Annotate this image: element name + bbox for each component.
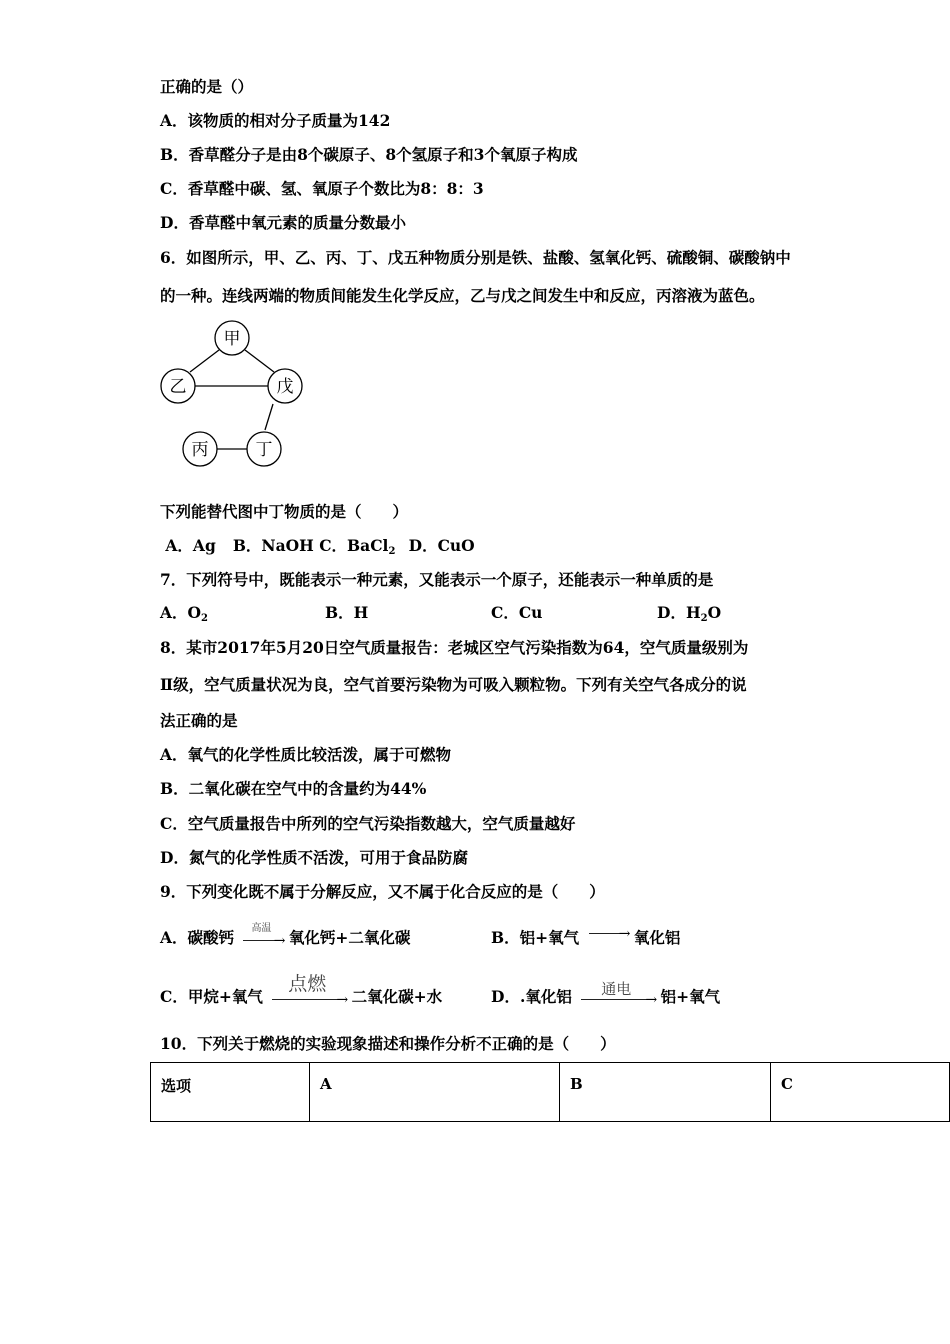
q9-c-arrow: 点燃 → — [268, 988, 346, 1008]
node-ding-label: 丁 — [255, 440, 273, 460]
q9-option-a: A．碳酸钙 高温 → 氧化钙+二氧化碳 — [160, 923, 411, 949]
node-bing-label: 丙 — [191, 440, 209, 460]
q6-option-d: D．CuO — [408, 536, 475, 555]
node-jia-label: 甲 — [223, 329, 241, 349]
q6-reaction-diagram — [155, 312, 305, 472]
q5-option-d: D．香草醛中氧元素的质量分数最小 — [160, 213, 406, 232]
edge-jia-wu — [245, 350, 274, 372]
q7-stem: 7．下列符号中，既能表示一种元素，又能表示一个原子，还能表示一种单质的是 — [160, 570, 714, 589]
q8-option-d: D．氮气的化学性质不活泼，可用于食品防腐 — [160, 848, 468, 867]
table-header-cell: A — [310, 1063, 560, 1122]
q6-stem-line1: 6．如图所示，甲、乙、丙、丁、戊五种物质分别是铁、盐酸、氢氧化钙、硫酸铜、碳酸钠中 — [160, 248, 791, 267]
q9-stem: 9．下列变化既不属于分解反应，又不属于化合反应的是（ ） — [160, 882, 605, 901]
q9-option-d: D．.氧化铝 通电 → 铝+氧气 — [491, 980, 721, 1008]
q6-option-c: C．BaCl2 — [319, 536, 396, 557]
q6-option-a: A．Ag — [165, 536, 216, 555]
q6-options — [160, 536, 475, 562]
q6-option-b: B．NaOH — [232, 536, 314, 555]
q7-option-b: B．H — [325, 603, 369, 622]
q9-d-arrow: 通电 → — [577, 988, 655, 1008]
node-wu-label: 戊 — [276, 377, 294, 397]
q10-stem: 10．下列关于燃烧的实验现象描述和操作分析不正确的是（ ） — [160, 1034, 616, 1053]
q9-option-c: C．甲烷+氧气 点燃 → 二氧化碳+水 — [160, 973, 443, 1008]
q9-a-arrow: 高温 → — [239, 929, 283, 949]
q8-option-c: C．空气质量报告中所列的空气污染指数越大，空气质量越好 — [160, 814, 576, 833]
q5-option-a: A．该物质的相对分子质量为142 — [160, 111, 391, 130]
q8-stem-line1: 8．某市2017年5月20日空气质量报告：老城区空气污染指数为64，空气质量级别为 — [160, 638, 749, 657]
q8-option-b: B．二氧化碳在空气中的含量约为44% — [160, 779, 427, 798]
q8-stem-line2: Ⅱ级，空气质量状况为良，空气首要污染物为可吸入颗粒物。下列有关空气各成分的说 — [160, 675, 747, 694]
table-header-cell: C — [771, 1063, 950, 1122]
table-header-cell: B — [560, 1063, 771, 1122]
edge-wu-ding — [265, 404, 273, 430]
q7-option-a: A．$O_2$ — [160, 603, 208, 624]
q7-option-d: D．$H_2O$ — [657, 603, 722, 624]
q9-option-b: B．铝+氧气 → 氧化铝 — [491, 926, 681, 947]
q8-stem-line3: 法正确的是 — [160, 711, 238, 730]
q8-option-a: A．氧气的化学性质比较活泼，属于可燃物 — [160, 745, 452, 764]
q5-option-b: B．香草醛分子是由8个碳原子、8个氢原子和3个氧原子构成 — [160, 145, 578, 164]
node-yi-label: 乙 — [169, 377, 187, 397]
q5-option-c: C．香草醛中碳、氢、氧原子个数比为8：8：3 — [160, 179, 484, 198]
q6-question: 下列能替代图中丁物质的是（ ） — [160, 502, 409, 521]
q10-options-table — [150, 1062, 950, 1122]
q7-option-c: C．Cu — [491, 603, 543, 622]
edge-jia-yi — [190, 350, 219, 372]
q5-stem: 正确的是（） — [160, 77, 254, 96]
q9-b-arrow: → — [585, 929, 629, 949]
table-header-cell: 选项 — [151, 1063, 310, 1122]
q6-stem-line2: 的一种。连线两端的物质间能发生化学反应，乙与戊之间发生中和反应，丙溶液为蓝色。 — [160, 286, 765, 305]
table-header-row — [151, 1063, 950, 1122]
